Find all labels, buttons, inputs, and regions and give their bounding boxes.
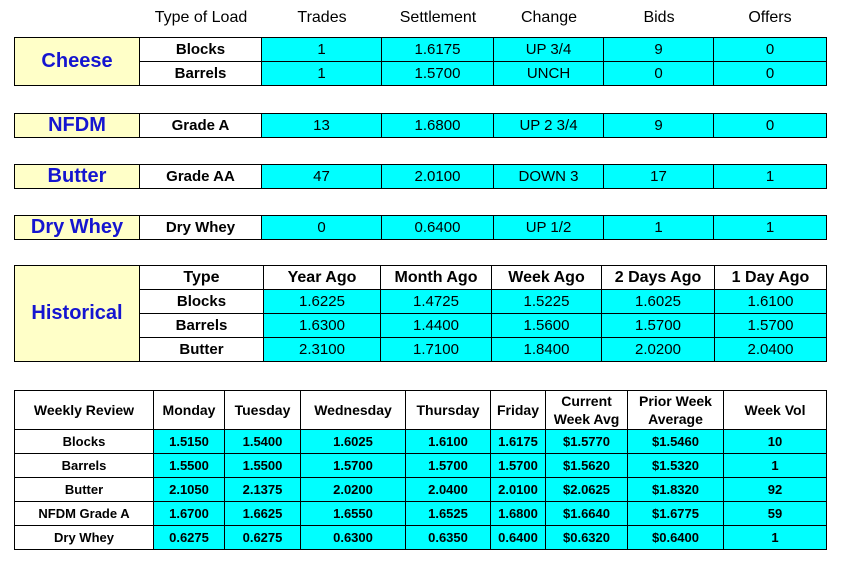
weekly-header-wednesday: Wednesday: [301, 391, 406, 430]
historical-blocks-week-ago: 1.5225: [492, 290, 602, 314]
historical-butter-2-days-ago: 2.0200: [602, 338, 715, 362]
weekly-dry-whey-monday: 0.6275: [154, 526, 225, 550]
weekly-butter-tuesday: 2.1375: [225, 478, 301, 502]
weekly-blocks-week-vol: 10: [724, 430, 827, 454]
weekly-blocks-monday: 1.5150: [154, 430, 225, 454]
weekly-barrels-tuesday: 1.5500: [225, 454, 301, 478]
historical-blocks-month-ago: 1.4725: [381, 290, 492, 314]
header-bids: Bids: [643, 9, 675, 26]
header-trades: Trades: [297, 9, 347, 26]
dry-whey-type: Dry Whey: [140, 216, 262, 240]
butter-change: DOWN 3: [494, 165, 604, 189]
weekly-dry-whey-name: Dry Whey: [15, 526, 154, 550]
butter-trades: 47: [262, 165, 382, 189]
historical-butter-1-day-ago: 2.0400: [715, 338, 827, 362]
butter-offers: 1: [714, 165, 827, 189]
weekly-blocks-thursday: 1.6100: [406, 430, 491, 454]
weekly-nfdm-name: NFDM Grade A: [15, 502, 154, 526]
butter-label: Butter: [15, 165, 140, 189]
weekly-header-prior-week-average: Prior Week Average: [628, 391, 724, 430]
weekly-butter-wednesday: 2.0200: [301, 478, 406, 502]
nfdm-type: Grade A: [140, 114, 262, 138]
weekly-butter-name: Butter: [15, 478, 154, 502]
cheese-barrels-change: UNCH: [494, 62, 604, 86]
header-type-of-load: Type of Load: [154, 9, 248, 26]
weekly-barrels-friday: 1.5700: [491, 454, 546, 478]
nfdm-table: [14, 113, 827, 138]
butter-type: Grade AA: [140, 165, 262, 189]
historical-barrels-type: Barrels: [140, 314, 264, 338]
historical-table: [14, 265, 827, 362]
dry-whey-label: Dry Whey: [15, 216, 140, 240]
weekly-nfdm-friday: 1.6800: [491, 502, 546, 526]
weekly-header-friday: Friday: [491, 391, 546, 430]
historical-butter-week-ago: 1.8400: [492, 338, 602, 362]
weekly-header-weekly-review: Weekly Review: [15, 391, 154, 430]
weekly-blocks-tuesday: 1.5400: [225, 430, 301, 454]
weekly-blocks-current-avg: $1.5770: [546, 430, 628, 454]
weekly-nfdm-tuesday: 1.6625: [225, 502, 301, 526]
weekly-barrels-wednesday: 1.5700: [301, 454, 406, 478]
butter-settlement: 2.0100: [382, 165, 494, 189]
weekly-nfdm-current-avg: $1.6640: [546, 502, 628, 526]
cheese-barrels-offers: 0: [714, 62, 827, 86]
weekly-header-current-week-avg: Current Week Avg: [546, 391, 628, 430]
weekly-header-thursday: Thursday: [406, 391, 491, 430]
weekly-dry-whey-week-vol: 1: [724, 526, 827, 550]
cheese-blocks-settlement: 1.6175: [382, 38, 494, 62]
historical-blocks-type: Blocks: [140, 290, 264, 314]
header-change: Change: [520, 9, 578, 26]
weekly-dry-whey-prior-avg: $0.6400: [628, 526, 724, 550]
weekly-dry-whey-wednesday: 0.6300: [301, 526, 406, 550]
weekly-review-table: [14, 390, 827, 550]
historical-header-week-ago: Week Ago: [492, 266, 602, 290]
nfdm-label: NFDM: [15, 114, 140, 138]
weekly-dry-whey-thursday: 0.6350: [406, 526, 491, 550]
historical-butter-month-ago: 1.7100: [381, 338, 492, 362]
weekly-barrels-monday: 1.5500: [154, 454, 225, 478]
weekly-header-monday: Monday: [154, 391, 225, 430]
weekly-blocks-prior-avg: $1.5460: [628, 430, 724, 454]
weekly-dry-whey-friday: 0.6400: [491, 526, 546, 550]
cheese-blocks-bids: 9: [604, 38, 714, 62]
butter-table: [14, 164, 827, 189]
weekly-nfdm-prior-avg: $1.6775: [628, 502, 724, 526]
dry-whey-table: [14, 215, 827, 240]
dry-whey-settlement: 0.6400: [382, 216, 494, 240]
historical-butter-type: Butter: [140, 338, 264, 362]
cheese-blocks-change: UP 3/4: [494, 38, 604, 62]
historical-header-type: Type: [140, 266, 264, 290]
cheese-blocks-trades: 1: [262, 38, 382, 62]
weekly-butter-thursday: 2.0400: [406, 478, 491, 502]
cheese-barrels-settlement: 1.5700: [382, 62, 494, 86]
nfdm-bids: 9: [604, 114, 714, 138]
historical-label: Historical: [15, 266, 140, 362]
cheese-blocks-type: Blocks: [140, 38, 262, 62]
weekly-butter-week-vol: 92: [724, 478, 827, 502]
historical-barrels-2-days-ago: 1.5700: [602, 314, 715, 338]
nfdm-change: UP 2 3/4: [494, 114, 604, 138]
weekly-butter-friday: 2.0100: [491, 478, 546, 502]
dry-whey-trades: 0: [262, 216, 382, 240]
historical-blocks-1-day-ago: 1.6100: [715, 290, 827, 314]
historical-butter-year-ago: 2.3100: [264, 338, 381, 362]
cheese-label: Cheese: [15, 38, 140, 86]
weekly-barrels-thursday: 1.5700: [406, 454, 491, 478]
weekly-barrels-name: Barrels: [15, 454, 154, 478]
weekly-barrels-current-avg: $1.5620: [546, 454, 628, 478]
historical-barrels-year-ago: 1.6300: [264, 314, 381, 338]
weekly-blocks-name: Blocks: [15, 430, 154, 454]
dry-whey-offers: 1: [714, 216, 827, 240]
weekly-header-tuesday: Tuesday: [225, 391, 301, 430]
cheese-barrels-type: Barrels: [140, 62, 262, 86]
dry-whey-bids: 1: [604, 216, 714, 240]
historical-header-2-days-ago: 2 Days Ago: [602, 266, 715, 290]
nfdm-offers: 0: [714, 114, 827, 138]
historical-barrels-week-ago: 1.5600: [492, 314, 602, 338]
weekly-nfdm-thursday: 1.6525: [406, 502, 491, 526]
weekly-butter-current-avg: $2.0625: [546, 478, 628, 502]
historical-header-month-ago: Month Ago: [381, 266, 492, 290]
weekly-nfdm-monday: 1.6700: [154, 502, 225, 526]
header-settlement: Settlement: [399, 9, 477, 26]
historical-header-1-day-ago: 1 Day Ago: [715, 266, 827, 290]
historical-header-year-ago: Year Ago: [264, 266, 381, 290]
historical-barrels-month-ago: 1.4400: [381, 314, 492, 338]
nfdm-settlement: 1.6800: [382, 114, 494, 138]
header-offers: Offers: [748, 9, 792, 26]
weekly-butter-monday: 2.1050: [154, 478, 225, 502]
weekly-butter-prior-avg: $1.8320: [628, 478, 724, 502]
weekly-nfdm-wednesday: 1.6550: [301, 502, 406, 526]
weekly-dry-whey-current-avg: $0.6320: [546, 526, 628, 550]
historical-blocks-year-ago: 1.6225: [264, 290, 381, 314]
historical-blocks-2-days-ago: 1.6025: [602, 290, 715, 314]
weekly-nfdm-week-vol: 59: [724, 502, 827, 526]
weekly-header-week-vol: Week Vol: [724, 391, 827, 430]
cheese-barrels-bids: 0: [604, 62, 714, 86]
weekly-blocks-friday: 1.6175: [491, 430, 546, 454]
cheese-table: [14, 37, 827, 86]
weekly-blocks-wednesday: 1.6025: [301, 430, 406, 454]
nfdm-trades: 13: [262, 114, 382, 138]
weekly-barrels-prior-avg: $1.5320: [628, 454, 724, 478]
cheese-blocks-offers: 0: [714, 38, 827, 62]
cheese-barrels-trades: 1: [262, 62, 382, 86]
weekly-barrels-week-vol: 1: [724, 454, 827, 478]
historical-barrels-1-day-ago: 1.5700: [715, 314, 827, 338]
dry-whey-change: UP 1/2: [494, 216, 604, 240]
weekly-dry-whey-tuesday: 0.6275: [225, 526, 301, 550]
butter-bids: 17: [604, 165, 714, 189]
